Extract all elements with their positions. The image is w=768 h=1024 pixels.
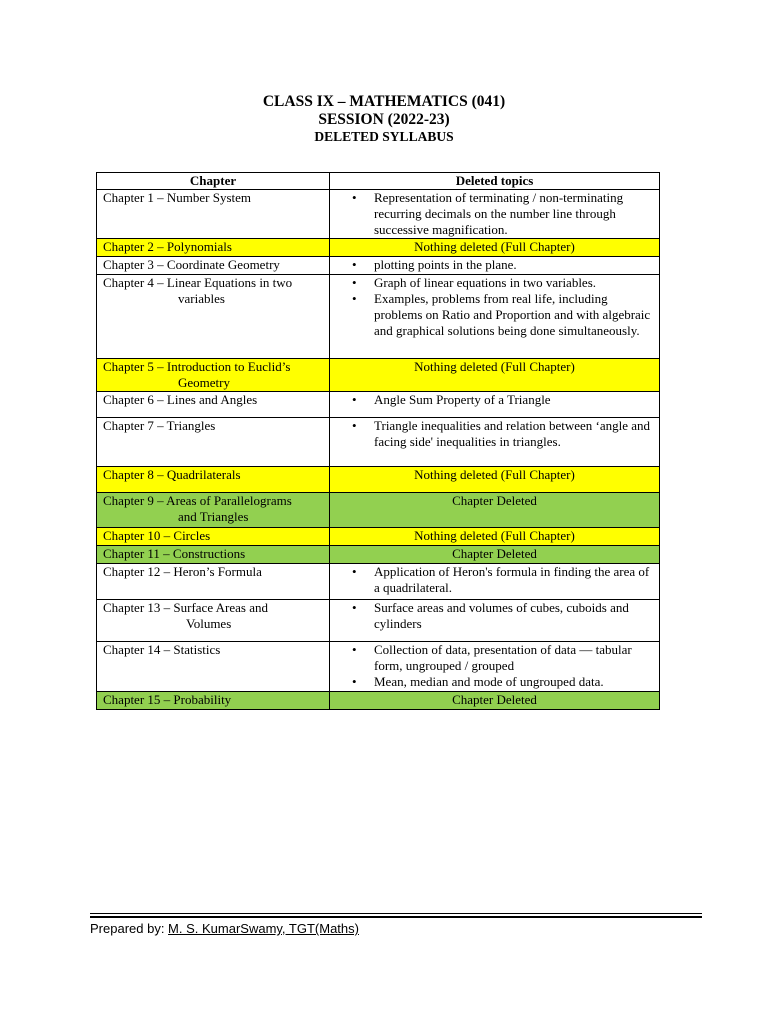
chapter-cell: Chapter 12 – Heron’s Formula xyxy=(97,564,330,600)
chapter-cell: Chapter 11 – Constructions xyxy=(97,546,330,564)
chapter-cell: Chapter 2 – Polynomials xyxy=(97,239,330,257)
status-cell: Nothing deleted (Full Chapter) xyxy=(330,239,660,257)
topics-cell xyxy=(330,564,660,600)
table-row xyxy=(97,257,660,275)
topics-cell xyxy=(330,257,660,275)
chapter-cell xyxy=(97,600,330,642)
column-header-chapter: Chapter xyxy=(97,173,330,190)
topics-cell xyxy=(330,275,660,359)
chapter-name-continued: Geometry xyxy=(178,375,230,390)
chapter-cell: Chapter 6 – Lines and Angles xyxy=(97,392,330,418)
chapter-cell: Chapter 3 – Coordinate Geometry xyxy=(97,257,330,275)
table-row xyxy=(97,392,660,418)
chapter-cell: Chapter 14 – Statistics xyxy=(97,642,330,692)
table-row xyxy=(97,359,660,392)
chapter-name: Chapter 13 – Surface Areas and xyxy=(103,600,268,615)
chapter-name-continued: variables xyxy=(178,291,225,306)
topic-item: • Collection of data, presentation of data — tabular form, ungrouped / grouped xyxy=(374,642,653,674)
footer-divider-thick xyxy=(90,916,702,918)
chapter-name: Chapter 4 – Linear Equations in two xyxy=(103,275,293,290)
topic-item: • Mean, median and mode of ungrouped data. xyxy=(374,674,653,690)
table-row xyxy=(97,493,660,528)
chapter-cell: Chapter 7 – Triangles xyxy=(97,418,330,467)
deleted-syllabus-heading: DELETED SYLLABUS xyxy=(314,129,454,144)
topics-cell xyxy=(330,418,660,467)
table-row xyxy=(97,239,660,257)
table-row xyxy=(97,600,660,642)
table-row xyxy=(97,528,660,546)
deleted-syllabus-table xyxy=(96,172,660,710)
topic-item: • Examples, problems from real life, including problems on Ratio and Proportion and with algebraic and graphical solutions being done simultaneously. xyxy=(374,291,653,339)
chapter-cell xyxy=(97,493,330,528)
topic-item: • Angle Sum Property of a Triangle xyxy=(374,392,653,408)
session-heading: SESSION (2022-23) xyxy=(318,111,450,128)
status-cell: Chapter Deleted xyxy=(330,692,660,710)
status-cell: Chapter Deleted xyxy=(330,546,660,564)
topic-item: • Surface areas and volumes of cubes, cuboids and cylinders xyxy=(374,600,653,632)
chapter-cell: Chapter 1 – Number System xyxy=(97,190,330,239)
topics-cell xyxy=(330,600,660,642)
footer-credit xyxy=(90,921,359,936)
topics-cell xyxy=(330,642,660,692)
status-cell: Nothing deleted (Full Chapter) xyxy=(330,359,660,392)
topic-item: • plotting points in the plane. xyxy=(374,257,653,273)
table-row xyxy=(97,692,660,710)
status-cell: Nothing deleted (Full Chapter) xyxy=(330,528,660,546)
chapter-cell: Chapter 15 – Probability xyxy=(97,692,330,710)
table-row xyxy=(97,418,660,467)
table-row xyxy=(97,190,660,239)
author-name: M. S. KumarSwamy, TGT(Maths) xyxy=(168,921,359,936)
chapter-cell: Chapter 10 – Circles xyxy=(97,528,330,546)
status-cell: Nothing deleted (Full Chapter) xyxy=(330,467,660,493)
footer-divider xyxy=(90,913,702,914)
topic-item: • Triangle inequalities and relation between ‘angle and facing side' inequalities in triangles. xyxy=(374,418,653,450)
chapter-name-continued: Volumes xyxy=(186,616,232,631)
table-row xyxy=(97,642,660,692)
table-row xyxy=(97,275,660,359)
document-title: CLASS IX – MATHEMATICS (041) xyxy=(262,93,506,110)
footer-prefix: Prepared by: xyxy=(90,921,169,936)
chapter-cell xyxy=(97,275,330,359)
chapter-name: Chapter 5 – Introduction to Euclid’s xyxy=(103,359,291,374)
topics-cell xyxy=(330,392,660,418)
chapter-name: Chapter 9 – Areas of Parallelograms xyxy=(103,493,292,508)
topic-item: • Representation of terminating / non-terminating recurring decimals on the number line through successive magnification. xyxy=(374,190,653,238)
status-cell: Chapter Deleted xyxy=(330,493,660,528)
chapter-cell xyxy=(97,359,330,392)
chapter-cell: Chapter 8 – Quadrilaterals xyxy=(97,467,330,493)
table-header-row xyxy=(97,173,660,190)
topics-cell xyxy=(330,190,660,239)
chapter-name-continued: and Triangles xyxy=(178,509,249,524)
column-header-deleted-topics: Deleted topics xyxy=(330,173,660,190)
table-row xyxy=(97,564,660,600)
topic-item: • Graph of linear equations in two variables. xyxy=(374,275,653,291)
table-row xyxy=(97,546,660,564)
topic-item: • Application of Heron's formula in finding the area of a quadrilateral. xyxy=(374,564,653,596)
table-row xyxy=(97,467,660,493)
